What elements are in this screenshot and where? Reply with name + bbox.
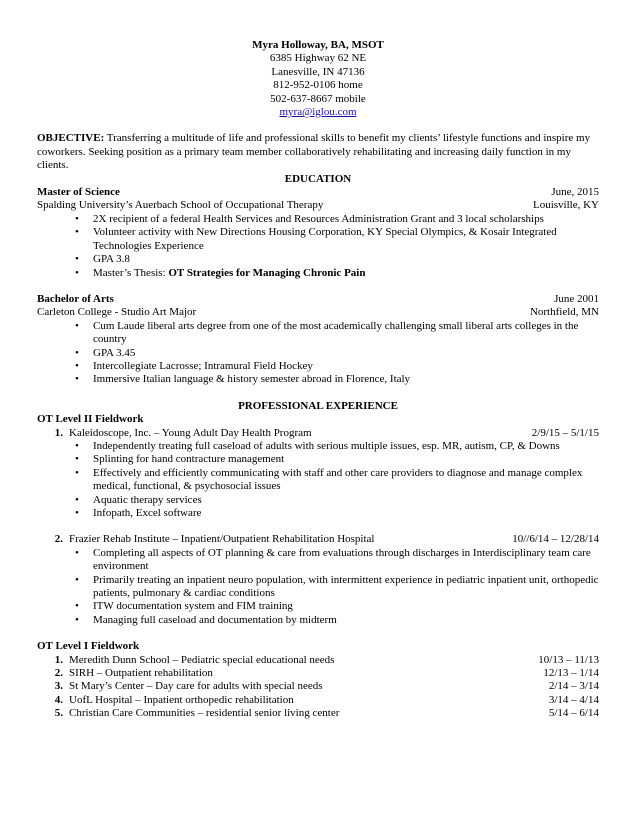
experience-heading: PROFESSIONAL EXPERIENCE bbox=[238, 399, 398, 412]
address-line-1: 6385 Highway 62 NE bbox=[269, 52, 367, 65]
education-heading: EDUCATION bbox=[284, 172, 352, 185]
list-item: • Aquatic therapy services bbox=[93, 494, 599, 507]
entry-number: 2. bbox=[54, 533, 63, 546]
entry-dates: 3/14 – 4/14 bbox=[548, 693, 599, 706]
entry-dates: 5/14 – 6/14 bbox=[548, 707, 599, 720]
list-item: • Volunteer activity with New Directions Housing Corporation, KY Special Olympics, & Kosair Integrated Technologies Experience bbox=[93, 226, 599, 253]
level1-list bbox=[37, 654, 599, 721]
objective-text: Transferring a multitude of life and professional skills to benefit my clients’ lifestyle functions and inspire my coworkers. Seeking position as a primary team member collaboratively rehabilitating and increasing daily function in my clients. bbox=[37, 132, 591, 172]
fieldwork-entry bbox=[37, 533, 599, 627]
entry-number: 2. bbox=[54, 667, 63, 680]
degree-date: June, 2015 bbox=[551, 186, 599, 199]
list-item: • Intercollegiate Lacrosse; Intramural Field Hockey bbox=[93, 360, 599, 373]
list-item: • ITW documentation system and FIM training bbox=[93, 600, 599, 613]
entry-name: Kaleidoscope, Inc. – Young Adult Day Health Program bbox=[69, 426, 312, 439]
list-item: • 2X recipient of a federal Health Services and Resources Administration Grant and 3 local scholarships bbox=[93, 213, 599, 226]
table-row bbox=[37, 680, 599, 693]
candidate-name: Myra Holloway, BA, MSOT bbox=[252, 39, 384, 51]
list-item: • Managing full caseload and documentation by midterm bbox=[93, 614, 599, 627]
list-item: • Completing all aspects of OT planning & care from evaluations through discharges in Interdisciplinary team care environment bbox=[93, 547, 599, 574]
home-phone: 812-952-0106 home bbox=[273, 79, 363, 92]
entry-name: Christian Care Communities – residential senior living center bbox=[69, 707, 340, 720]
degree-location: Louisville, KY bbox=[533, 199, 599, 212]
entry-dates: 2/14 – 3/14 bbox=[548, 680, 599, 693]
entry-name: UofL Hospital – Inpatient orthopedic rehabilitation bbox=[69, 693, 294, 706]
degree-location: Northfield, MN bbox=[529, 306, 599, 319]
list-item: • Splinting for hand contracture management bbox=[93, 453, 599, 466]
entry-number: 1. bbox=[54, 653, 63, 666]
entry-number: 5. bbox=[54, 707, 63, 720]
list-item: • Infopath, Excel software bbox=[93, 507, 599, 520]
degree-masters bbox=[37, 186, 599, 280]
objective-label: OBJECTIVE: bbox=[37, 132, 105, 145]
degree-bachelors bbox=[37, 293, 599, 387]
fieldwork-entry bbox=[37, 427, 599, 521]
degree-date: June 2001 bbox=[554, 292, 599, 305]
email-link[interactable]: myra@iglou.com bbox=[279, 106, 357, 119]
resume-page bbox=[37, 39, 599, 721]
table-row bbox=[37, 694, 599, 707]
level1-heading: OT Level I Fieldwork bbox=[37, 640, 140, 653]
list-item: • GPA 3.8 bbox=[93, 253, 599, 266]
table-row bbox=[37, 654, 599, 667]
entry-dates: 12/13 – 1/14 bbox=[543, 667, 599, 680]
entry-name: SIRH – Outpatient rehabilitation bbox=[69, 667, 213, 680]
contact-header bbox=[37, 39, 599, 119]
entry-dates: 2/9/15 – 5/1/15 bbox=[531, 426, 599, 439]
list-item: • Effectively and efficiently communicating with staff and other care providers to diagnose and manage complex medical, functional, & psychosocial issues bbox=[93, 467, 599, 494]
entry-name: St Mary’s Center – Day care for adults with special needs bbox=[69, 680, 323, 693]
list-item: • Primarily treating an inpatient neuro population, with intermittent experience in pediatric inpatient unit, orthopedic patients, pulmonary & cardiac conditions bbox=[93, 574, 599, 601]
thesis-title: OT Strategies for Managing Chronic Pain bbox=[168, 266, 366, 279]
level2-heading: OT Level II Fieldwork bbox=[37, 413, 144, 426]
degree-school: Spalding University’s Auerbach School of Occupational Therapy bbox=[37, 199, 324, 212]
list-item: • Immersive Italian language & history semester abroad in Florence, Italy bbox=[93, 373, 599, 386]
degree-title: Bachelor of Arts bbox=[37, 292, 114, 305]
list-item-thesis bbox=[93, 267, 599, 280]
degree-title: Master of Science bbox=[37, 186, 120, 199]
table-row bbox=[37, 707, 599, 720]
address-line-2: Lanesville, IN 47136 bbox=[271, 65, 365, 78]
entry-number: 3. bbox=[54, 680, 63, 693]
degree-school: Carleton College - Studio Art Major bbox=[37, 306, 197, 319]
list-item: • Independently treating full caseload of adults with serious multiple issues, esp. MR, autism, CP, & Downs bbox=[93, 440, 599, 453]
entry-name: Frazier Rehab Institute – Inpatient/Outpatient Rehabilitation Hospital bbox=[69, 533, 375, 546]
list-item: • GPA 3.45 bbox=[93, 347, 599, 360]
entry-name: Meredith Dunn School – Pediatric special educational needs bbox=[69, 653, 335, 666]
entry-number: 1. bbox=[54, 426, 63, 439]
entry-dates: 10/13 – 11/13 bbox=[538, 653, 599, 666]
entry-number: 4. bbox=[54, 693, 63, 706]
list-item: • Cum Laude liberal arts degree from one of the most academically challenging small liberal arts colleges in the country bbox=[93, 320, 599, 347]
table-row bbox=[37, 667, 599, 680]
mobile-phone: 502-637-8667 mobile bbox=[270, 92, 366, 105]
objective-section bbox=[37, 132, 599, 172]
thesis-label: Master’s Thesis: bbox=[93, 266, 169, 279]
entry-dates: 10//6/14 – 12/28/14 bbox=[512, 533, 599, 546]
